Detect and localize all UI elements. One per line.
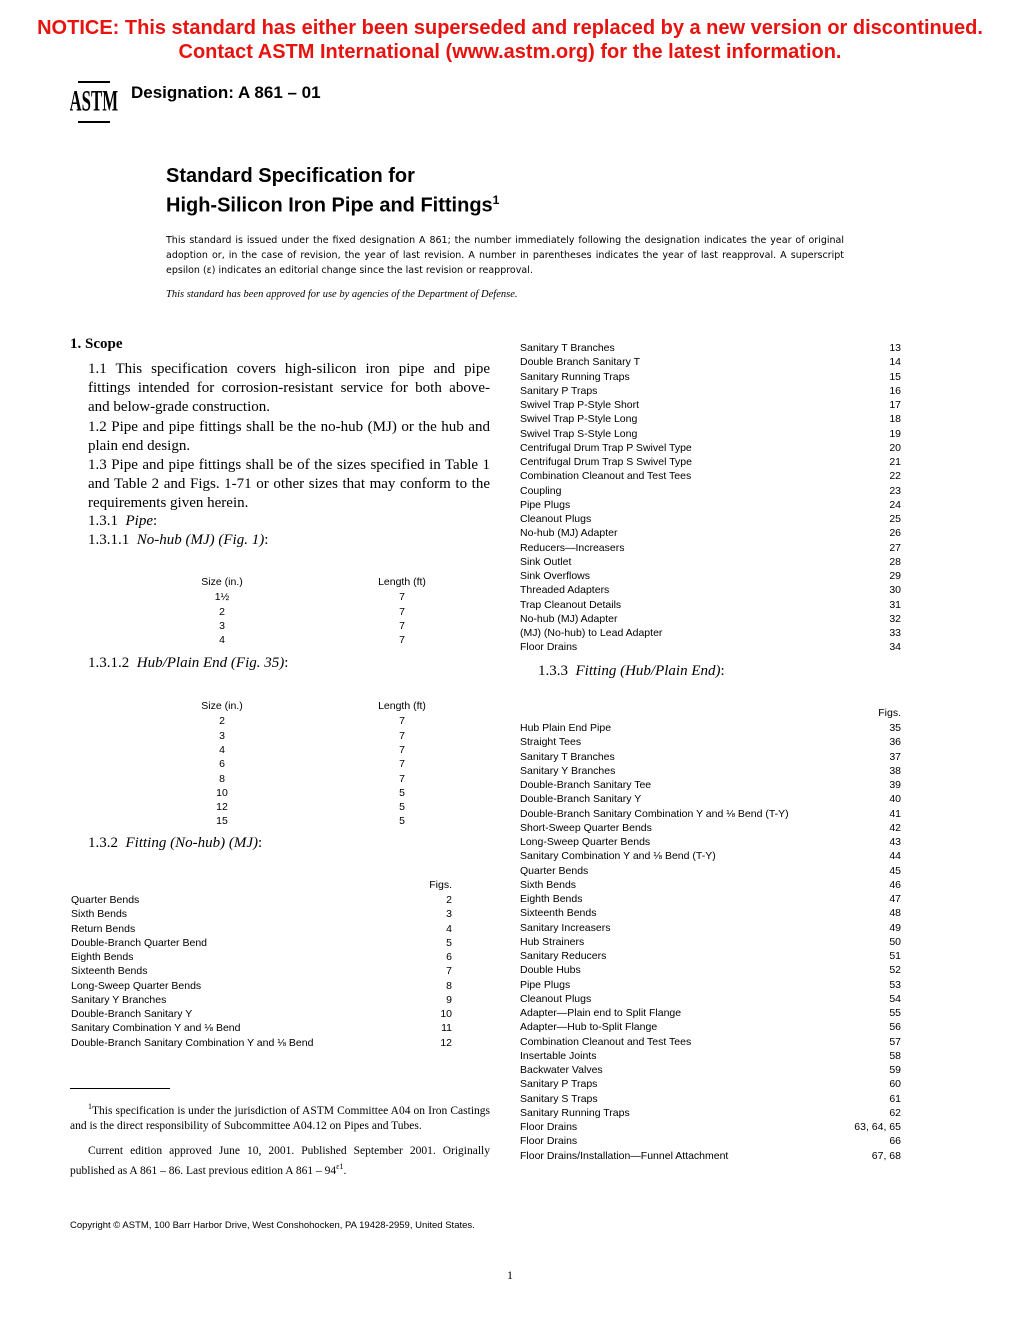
- astm-logo: [70, 78, 118, 124]
- col-header-length: Length (ft): [378, 700, 426, 712]
- figure-number: 7: [446, 965, 452, 978]
- figure-number: 6: [446, 951, 452, 963]
- col-header-figs: Figs.: [429, 878, 452, 891]
- figure-number: 22: [889, 470, 901, 483]
- figure-number: 17: [889, 399, 901, 411]
- figure-number: 50: [889, 935, 901, 948]
- para-1-1: 1.1 This specification covers high-silicon iron pipe and pipe fittings intended for corrosion-resistant service for both above- and below-grade construction.: [88, 361, 490, 416]
- figure-number: 3: [446, 908, 452, 921]
- figure-name: Combination Cleanout and Test Tees: [520, 1035, 692, 1048]
- size-cell: 3: [219, 729, 225, 742]
- designation: Designation: A 861 – 01: [131, 83, 321, 102]
- length-cell: 5: [399, 815, 405, 828]
- figure-number: 27: [889, 541, 901, 554]
- figure-name: Hub Strainers: [520, 935, 585, 948]
- footnote-rule: [70, 1088, 170, 1089]
- figure-name: Swivel Trap P-Style Long: [520, 413, 638, 426]
- figure-name: Sanitary S Traps: [520, 1092, 598, 1105]
- figure-name: No-hub (MJ) Adapter: [520, 527, 618, 540]
- figure-name: Floor Drains: [520, 641, 578, 654]
- figure-name: Floor Drains/Installation—Funnel Attachment: [520, 1149, 729, 1162]
- figure-number: 15: [889, 370, 901, 383]
- figure-name: Hub Plain End Pipe: [520, 722, 612, 734]
- figure-number: 19: [889, 427, 901, 440]
- figure-name: Sixteenth Bends: [71, 965, 148, 978]
- figure-name: Cleanout Plugs: [520, 992, 592, 1005]
- figure-name: Quarter Bends: [520, 864, 589, 877]
- size-cell: 1½: [214, 591, 230, 604]
- figure-name: Sanitary Increasers: [520, 921, 611, 934]
- figure-name: Return Bends: [71, 922, 136, 935]
- figure-name: Insertable Joints: [520, 1049, 597, 1062]
- figure-number: 12: [440, 1036, 452, 1049]
- section-1-3-1: 1.3.1 Pipe:: [88, 513, 158, 529]
- title-line-2: [166, 187, 499, 219]
- figure-number: 30: [889, 584, 901, 597]
- figure-number: 41: [889, 807, 901, 820]
- logo-text: ASTM: [70, 84, 118, 118]
- figure-name: Sanitary Combination Y and ⅛ Bend: [71, 1022, 241, 1035]
- figure-number: 9: [446, 993, 452, 1006]
- figure-name: Double Branch Sanitary T: [520, 356, 641, 369]
- length-cell: 7: [399, 605, 405, 618]
- size-cell: 15: [216, 815, 228, 828]
- figure-number: 11: [441, 1022, 452, 1035]
- copyright: Copyright © ASTM, 100 Barr Harbor Drive, West Conshohocken, PA 19428-2959, United States.: [70, 1220, 475, 1231]
- figure-number: 55: [889, 1007, 901, 1019]
- figure-name: Pipe Plugs: [520, 498, 571, 511]
- title-line-1: Standard Specification for: [166, 165, 415, 187]
- figure-name: Sanitary Reducers: [520, 950, 607, 962]
- figure-name: Cleanout Plugs: [520, 513, 592, 525]
- figure-number: 46: [889, 878, 901, 891]
- para-1-2: 1.2 Pipe and pipe fittings shall be the no-hub (MJ) or the hub and plain end design.: [88, 418, 490, 454]
- notice-line-1: NOTICE: This standard has either been superseded and replaced by a new version or discontinued.: [37, 17, 983, 39]
- figure-number: 21: [889, 456, 901, 468]
- figure-number: 47: [889, 893, 901, 905]
- figure-name: Trap Cleanout Details: [520, 598, 622, 611]
- figure-number: 5: [446, 936, 452, 949]
- figure-number: 10: [440, 1008, 452, 1020]
- figure-name: Sanitary T Branches: [520, 750, 615, 763]
- col-header-length: Length (ft): [378, 576, 426, 588]
- figure-number: 37: [889, 750, 901, 763]
- figure-name: Straight Tees: [520, 736, 582, 749]
- figure-name: Double Hubs: [520, 964, 581, 977]
- figure-number: 28: [889, 555, 901, 568]
- figure-number: 18: [889, 413, 901, 426]
- length-cell: 7: [399, 743, 405, 756]
- figure-number: 48: [889, 907, 901, 920]
- figure-number: 49: [889, 921, 901, 934]
- scope-paragraphs: [70, 360, 490, 514]
- section-1-3-1-1: 1.3.1.1 No-hub (MJ) (Fig. 1):: [88, 532, 269, 548]
- figure-number: 25: [889, 513, 901, 525]
- figure-number: 38: [889, 764, 901, 777]
- figure-name: Double-Branch Quarter Bend: [71, 936, 207, 949]
- figure-number: 35: [889, 722, 901, 734]
- figure-number: 36: [889, 736, 901, 749]
- figure-number: 33: [889, 627, 901, 639]
- figure-number: 57: [889, 1035, 901, 1048]
- figure-name: Pipe Plugs: [520, 978, 571, 991]
- figure-name: Adapter—Hub to-Split Flange: [520, 1021, 658, 1034]
- figure-number: 31: [889, 598, 901, 611]
- figure-number: 63, 64, 65: [854, 1121, 901, 1133]
- figure-name: Swivel Trap P-Style Short: [520, 399, 640, 411]
- figure-number: 32: [889, 612, 901, 625]
- figure-name: Centrifugal Drum Trap P Swivel Type: [520, 441, 692, 454]
- figure-number: 23: [889, 484, 901, 497]
- section-1-3-1-2: 1.3.1.2 Hub/Plain End (Fig. 35):: [88, 655, 289, 671]
- figure-number: 14: [889, 356, 901, 369]
- figure-name: Double-Branch Sanitary Combination Y and ⅛ Bend (T-Y): [520, 807, 789, 820]
- length-cell: 5: [399, 786, 405, 799]
- figure-name: Combination Cleanout and Test Tees: [520, 470, 692, 483]
- approved-note: This standard has been approved for use by agencies of the Department of Defense.: [166, 289, 518, 300]
- title-footnote-mark: 1: [492, 193, 500, 207]
- length-cell: 7: [399, 772, 405, 785]
- figure-number: 4: [446, 922, 452, 935]
- figure-number: 62: [889, 1106, 901, 1119]
- page-number: 1: [507, 1268, 513, 1282]
- figure-name: Adapter—Plain end to Split Flange: [520, 1007, 682, 1019]
- figure-name: Double-Branch Sanitary Y: [520, 793, 642, 806]
- figure-number: 20: [889, 441, 901, 454]
- figure-name: Sink Outlet: [520, 555, 572, 568]
- length-cell: 7: [399, 758, 405, 771]
- figure-number: 13: [889, 342, 901, 354]
- figure-name: Coupling: [520, 484, 562, 497]
- figure-name: Sixth Bends: [71, 908, 128, 921]
- size-cell: 10: [216, 786, 228, 799]
- figure-number: 58: [889, 1049, 901, 1062]
- length-cell: 7: [399, 729, 405, 742]
- figure-name: Centrifugal Drum Trap S Swivel Type: [520, 456, 692, 468]
- intro-text: This standard is issued under the fixed designation A 861; the number immediately following the designation indicates the year of original adoption or, in the case of revision, the year of last revision. A number in parentheses indicates the year of last reapproval. A superscript epsilon (ε) indicates an editorial change since the last revision or reapproval.: [166, 235, 844, 276]
- figure-number: 8: [446, 979, 452, 992]
- length-cell: 5: [399, 801, 405, 814]
- size-cell: 6: [219, 758, 225, 771]
- figure-number: 34: [889, 641, 901, 654]
- figure-number: 43: [889, 836, 901, 848]
- figure-name: Double-Branch Sanitary Combination Y and ⅛ Bend: [71, 1036, 314, 1049]
- figure-number: 24: [889, 498, 901, 511]
- figure-name: Sanitary T Branches: [520, 342, 615, 354]
- figure-name: Sixteenth Bends: [520, 907, 597, 920]
- figure-number: 54: [889, 992, 901, 1005]
- col-header-size: Size (in.): [201, 700, 243, 712]
- figure-name: Eighth Bends: [71, 951, 134, 963]
- figure-number: 29: [889, 570, 901, 582]
- footnote-2: Current edition approved June 10, 2001. Published September 2001. Originally published as A 861 – 86. Last previous edition A $861 - 94^{\varepsilon 1}$.: [70, 1145, 490, 1177]
- figure-name: Sanitary Y Branches: [71, 993, 167, 1006]
- section-1-3-2: 1.3.2 Fitting (No-hub) (MJ):: [88, 835, 263, 851]
- figure-number: 56: [889, 1021, 901, 1034]
- figure-name: Short-Sweep Quarter Bends: [520, 821, 652, 834]
- figure-number: 59: [889, 1064, 901, 1076]
- length-cell: 7: [399, 634, 405, 647]
- figure-name: No-hub (MJ) Adapter: [520, 612, 618, 625]
- figure-name: Double-Branch Sanitary Y: [71, 1008, 193, 1020]
- figure-number: 2: [446, 894, 452, 906]
- size-cell: 4: [219, 634, 225, 647]
- figure-number: 60: [889, 1078, 901, 1091]
- figure-name: Eighth Bends: [520, 893, 583, 905]
- figure-name: (MJ) (No-hub) to Lead Adapter: [520, 627, 663, 639]
- figure-name: Double-Branch Sanitary Tee: [520, 779, 652, 791]
- figure-name: Sanitary Running Traps: [520, 370, 630, 383]
- figure-number: 42: [889, 821, 901, 834]
- figure-name: Reducers—Increasers: [520, 541, 625, 554]
- figure-name: Threaded Adapters: [520, 584, 610, 597]
- figure-name: Sanitary P Traps: [520, 1078, 598, 1091]
- figure-name: Sanitary Running Traps: [520, 1106, 630, 1119]
- figure-number: 53: [889, 978, 901, 991]
- size-cell: 4: [219, 743, 225, 756]
- figure-name: Sanitary P Traps: [520, 384, 598, 397]
- figure-name: Floor Drains: [520, 1135, 578, 1148]
- size-cell: 8: [219, 772, 225, 785]
- figure-number: 66: [889, 1135, 901, 1148]
- size-cell: 2: [219, 605, 225, 618]
- figure-name: Floor Drains: [520, 1121, 578, 1133]
- section-1-3-3: 1.3.3 Fitting (Hub/Plain End):: [538, 663, 725, 679]
- size-cell: 3: [219, 619, 225, 632]
- figure-number: 45: [889, 864, 901, 877]
- figure-number: 40: [889, 793, 901, 806]
- size-cell: 12: [216, 801, 228, 814]
- length-cell: 7: [399, 591, 405, 604]
- figure-name: Long-Sweep Quarter Bends: [71, 979, 202, 992]
- figure-number: 52: [889, 964, 901, 977]
- figure-number: 39: [889, 779, 901, 791]
- col-header-size: Size (in.): [201, 576, 243, 588]
- footnote-1: $^1$This specification is under the jurisdiction of ASTM Committee A04 on Iron Castings and is the direct responsibility of Subcommittee A04.12 on Pipes and Tubes.: [70, 1102, 490, 1132]
- length-cell: 7: [399, 715, 405, 728]
- figure-name: Sanitary Y Branches: [520, 764, 616, 777]
- figure-name: Swivel Trap S-Style Long: [520, 427, 638, 440]
- figure-number: 51: [889, 950, 901, 962]
- para-1-3: 1.3 Pipe and pipe fittings shall be of the sizes specified in Table 1 and Table 2 and Figs. 1-71 or other sizes that may conform to the requirements given herein.: [88, 457, 490, 512]
- figure-name: Backwater Valves: [520, 1064, 603, 1076]
- title-main: High-Silicon Iron Pipe and Fittings: [166, 194, 493, 217]
- figure-number: 67, 68: [871, 1149, 901, 1162]
- size-cell: 2: [219, 715, 225, 728]
- col-header-figs: Figs.: [878, 706, 901, 719]
- figure-name: Sixth Bends: [520, 878, 577, 891]
- scope-heading: 1. Scope: [70, 336, 123, 352]
- figure-number: 61: [889, 1092, 901, 1105]
- length-cell: 7: [399, 619, 405, 632]
- figure-number: 44: [889, 850, 901, 863]
- figure-number: 26: [889, 527, 901, 540]
- figure-name: Sanitary Combination Y and ⅛ Bend (T-Y): [520, 850, 716, 863]
- figure-name: Quarter Bends: [71, 894, 140, 906]
- figure-name: Sink Overflows: [520, 570, 591, 582]
- figure-name: Long-Sweep Quarter Bends: [520, 836, 651, 848]
- notice-line-2: Contact ASTM International (www.astm.org) for the latest information.: [178, 41, 842, 63]
- figure-number: 16: [889, 384, 901, 397]
